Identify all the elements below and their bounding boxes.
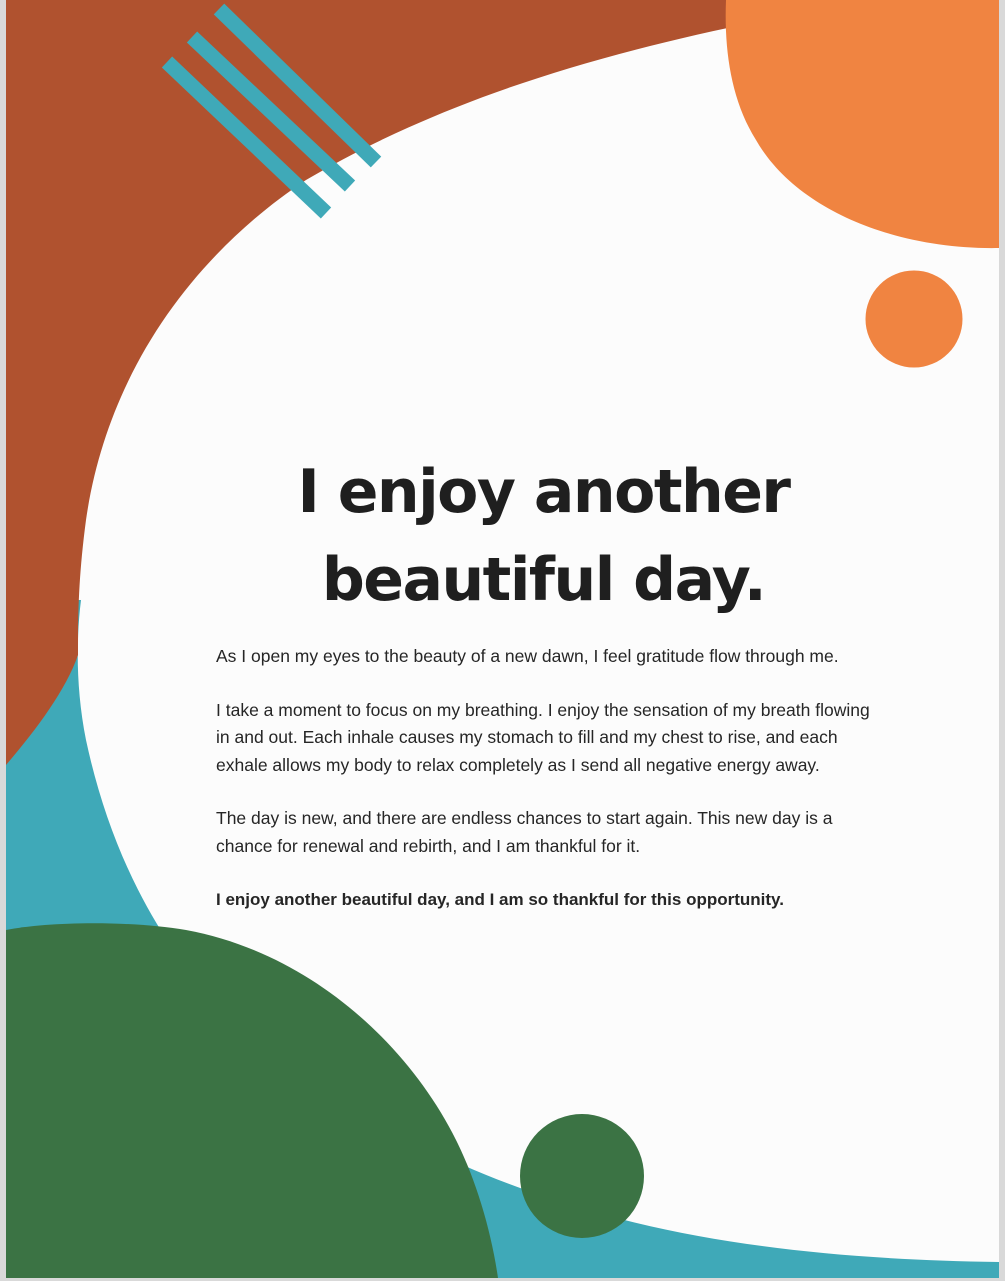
page xyxy=(6,0,999,1278)
title-line-1: I enjoy another xyxy=(297,457,790,527)
green-circle-shape xyxy=(520,1114,644,1238)
closing-statement: I enjoy another beautiful day, and I am so thankful for this opportunity. xyxy=(216,890,784,909)
body-text xyxy=(216,643,876,940)
paragraph-2: I take a moment to focus on my breathing. I enjoy the sensation of my breath flowing in and out. Each inhale causes my stomach to fill and my chest to rise, and each exhale allows my body to relax completely as I send all negative energy away. xyxy=(216,699,870,775)
decorative-background xyxy=(6,0,999,1278)
page-title xyxy=(156,448,931,624)
paragraph-3: The day is new, and there are endless chances to start again. This new day is a chance for renewal and rebirth, and I am thankful for it. xyxy=(216,808,833,856)
orange-circle-shape xyxy=(866,271,963,368)
green-hill-shape xyxy=(6,923,498,1278)
paragraph-1: As I open my eyes to the beauty of a new dawn, I feel gratitude flow through me. xyxy=(216,646,839,666)
viewer-edge xyxy=(999,0,1005,1281)
title-line-2: beautiful day. xyxy=(321,545,766,615)
orange-quarter-circle-shape xyxy=(726,0,999,248)
